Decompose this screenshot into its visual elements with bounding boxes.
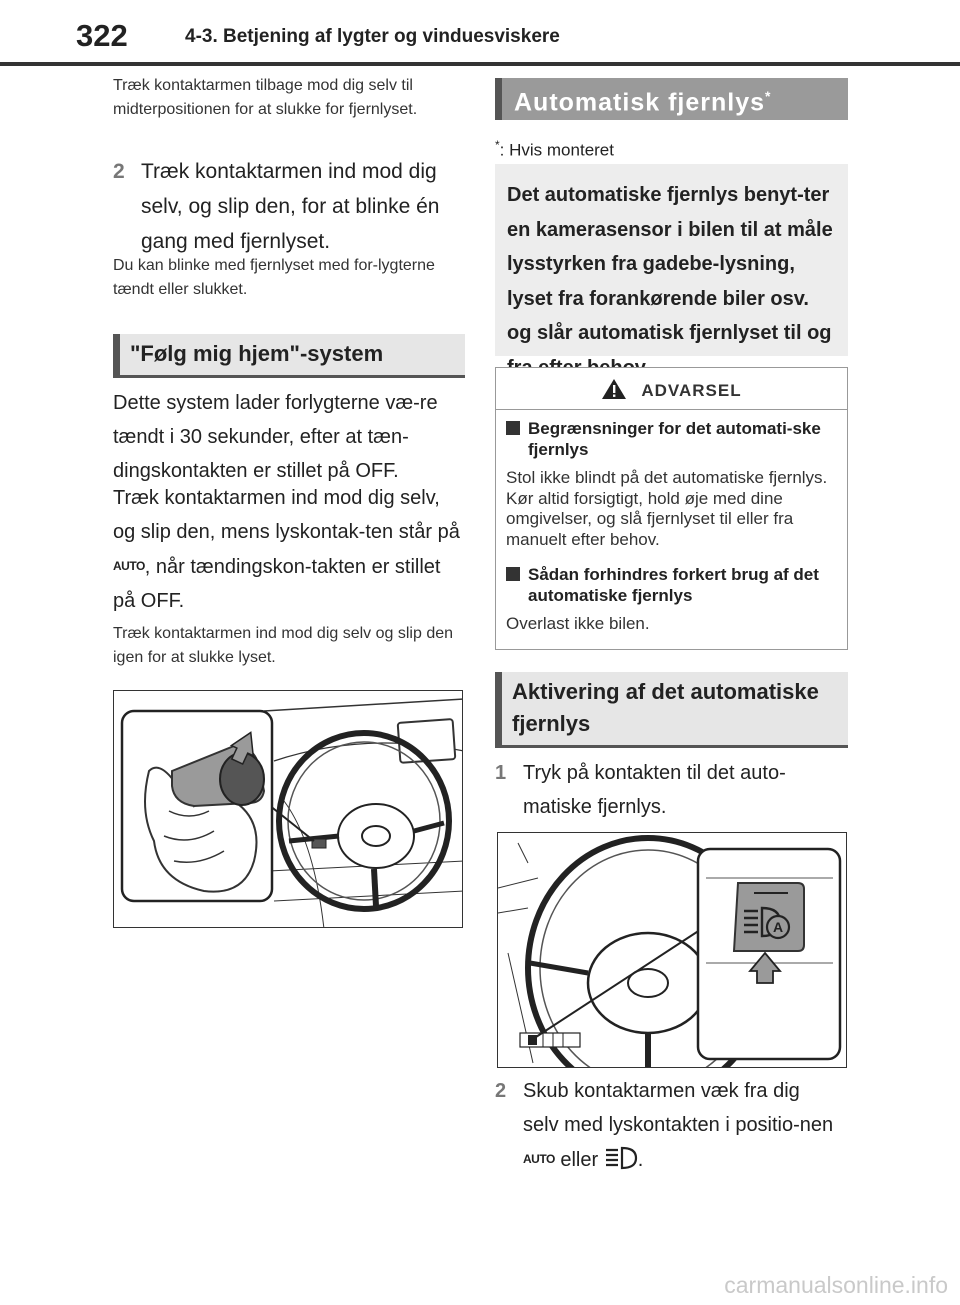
button-letter: A (772, 919, 784, 935)
auto-icon: AUTO (523, 1152, 555, 1166)
watermark: carmanualsonline.info (724, 1272, 948, 1298)
activation-heading: Aktivering af det automatiske fjernlys (495, 672, 848, 748)
heading-text: Automatisk fjernlys (514, 88, 766, 117)
button-drawing (498, 833, 847, 1068)
step-text-start: Skub kontaktarmen væk fra dig selv med lyskontakten i positio-nen (523, 1080, 834, 1136)
warning-text-1: Stol ikke blindt på det automatiske fjernlys. Kør altid forsigtigt, hold øje med dine omgivelser, og slå fjernlyset til eller fra manuelt efter behov. (506, 468, 828, 549)
follow-p2-end: , når tændingskon-takten er stillet på OFF. (113, 556, 441, 612)
intro-text: Træk kontaktarmen tilbage mod dig selv til midterpositionen for at slukke for fjernlyset. (113, 77, 418, 118)
follow-me-home-heading: "Følg mig hjem"-system (113, 334, 465, 378)
step-number: 1 (495, 762, 507, 784)
follow-p2-start: Træk kontaktarmen ind mod dig selv, og slip den, mens lyskontak-ten står på (113, 487, 460, 543)
footnote-text: : Hvis monteret (499, 140, 614, 160)
step-2-flash (113, 154, 465, 259)
info-box: Det automatiske fjernlys benyt-ter en kamerasensor i bilen til at måle lysstyrken fra gadebe-lysning, lyset fra forankørende biler osv. og slår automatisk fjernlyset til og (495, 164, 848, 356)
heading-asterisk: * (765, 88, 772, 104)
warning-text-2: Overlast ikke bilen. (506, 614, 650, 633)
automatic-high-beam-heading (495, 78, 848, 120)
step-text: Træk kontaktarmen ind mod dig selv, og slip den, for at blinke én gang med fjernlyset. (141, 160, 440, 253)
header-rule (0, 62, 960, 66)
warning-box (495, 367, 848, 650)
warning-body (496, 410, 847, 645)
auto-high-beam-button-illustration (497, 832, 847, 1068)
step-text-end: . (637, 1149, 644, 1171)
section-title: 4-3. Betjening af lygter og vinduesviskere (185, 26, 560, 47)
footnote (495, 138, 614, 161)
follow-note: Træk kontaktarmen ind mod dig selv og slip den igen for at slukke lyset. (113, 625, 454, 666)
lever-pull-illustration (113, 690, 463, 928)
flash-note: Du kan blinke med fjernlyset med for-lygterne tændt eller slukket. (113, 257, 435, 298)
follow-paragraph-1: Dette system lader forlygterne væ-re tændt i 30 sekunder, efter at tæn-dingskontakten er stillet på OFF. (113, 392, 438, 482)
warning-sub-1 (506, 418, 837, 460)
step-2-push (495, 1074, 840, 1177)
warning-header (496, 368, 847, 410)
auto-icon: AUTO (113, 559, 145, 573)
warning-triangle-icon (601, 378, 627, 400)
lever-pull-drawing (114, 691, 463, 928)
square-bullet-icon (506, 567, 520, 581)
high-beam-icon (604, 1145, 638, 1171)
warning-sub-2-text: Sådan forhindres forkert brug af det automatiske fjernlys (528, 565, 819, 605)
page-number: 322 (76, 18, 128, 53)
warning-sub-2 (506, 564, 837, 606)
warning-title: ADVARSEL (641, 381, 742, 400)
step-number: 2 (113, 160, 125, 183)
warning-sub-1-text: Begrænsninger for det automati-ske fjernlys (528, 419, 821, 459)
step-number: 2 (495, 1080, 507, 1102)
step-text: Tryk på kontakten til det auto-matiske fjernlys. (523, 762, 786, 818)
follow-paragraph-2 (113, 481, 465, 618)
step-text-mid: eller (560, 1149, 599, 1171)
step-1-press (495, 756, 840, 824)
footnote-asterisk: * (495, 138, 500, 152)
square-bullet-icon (506, 421, 520, 435)
